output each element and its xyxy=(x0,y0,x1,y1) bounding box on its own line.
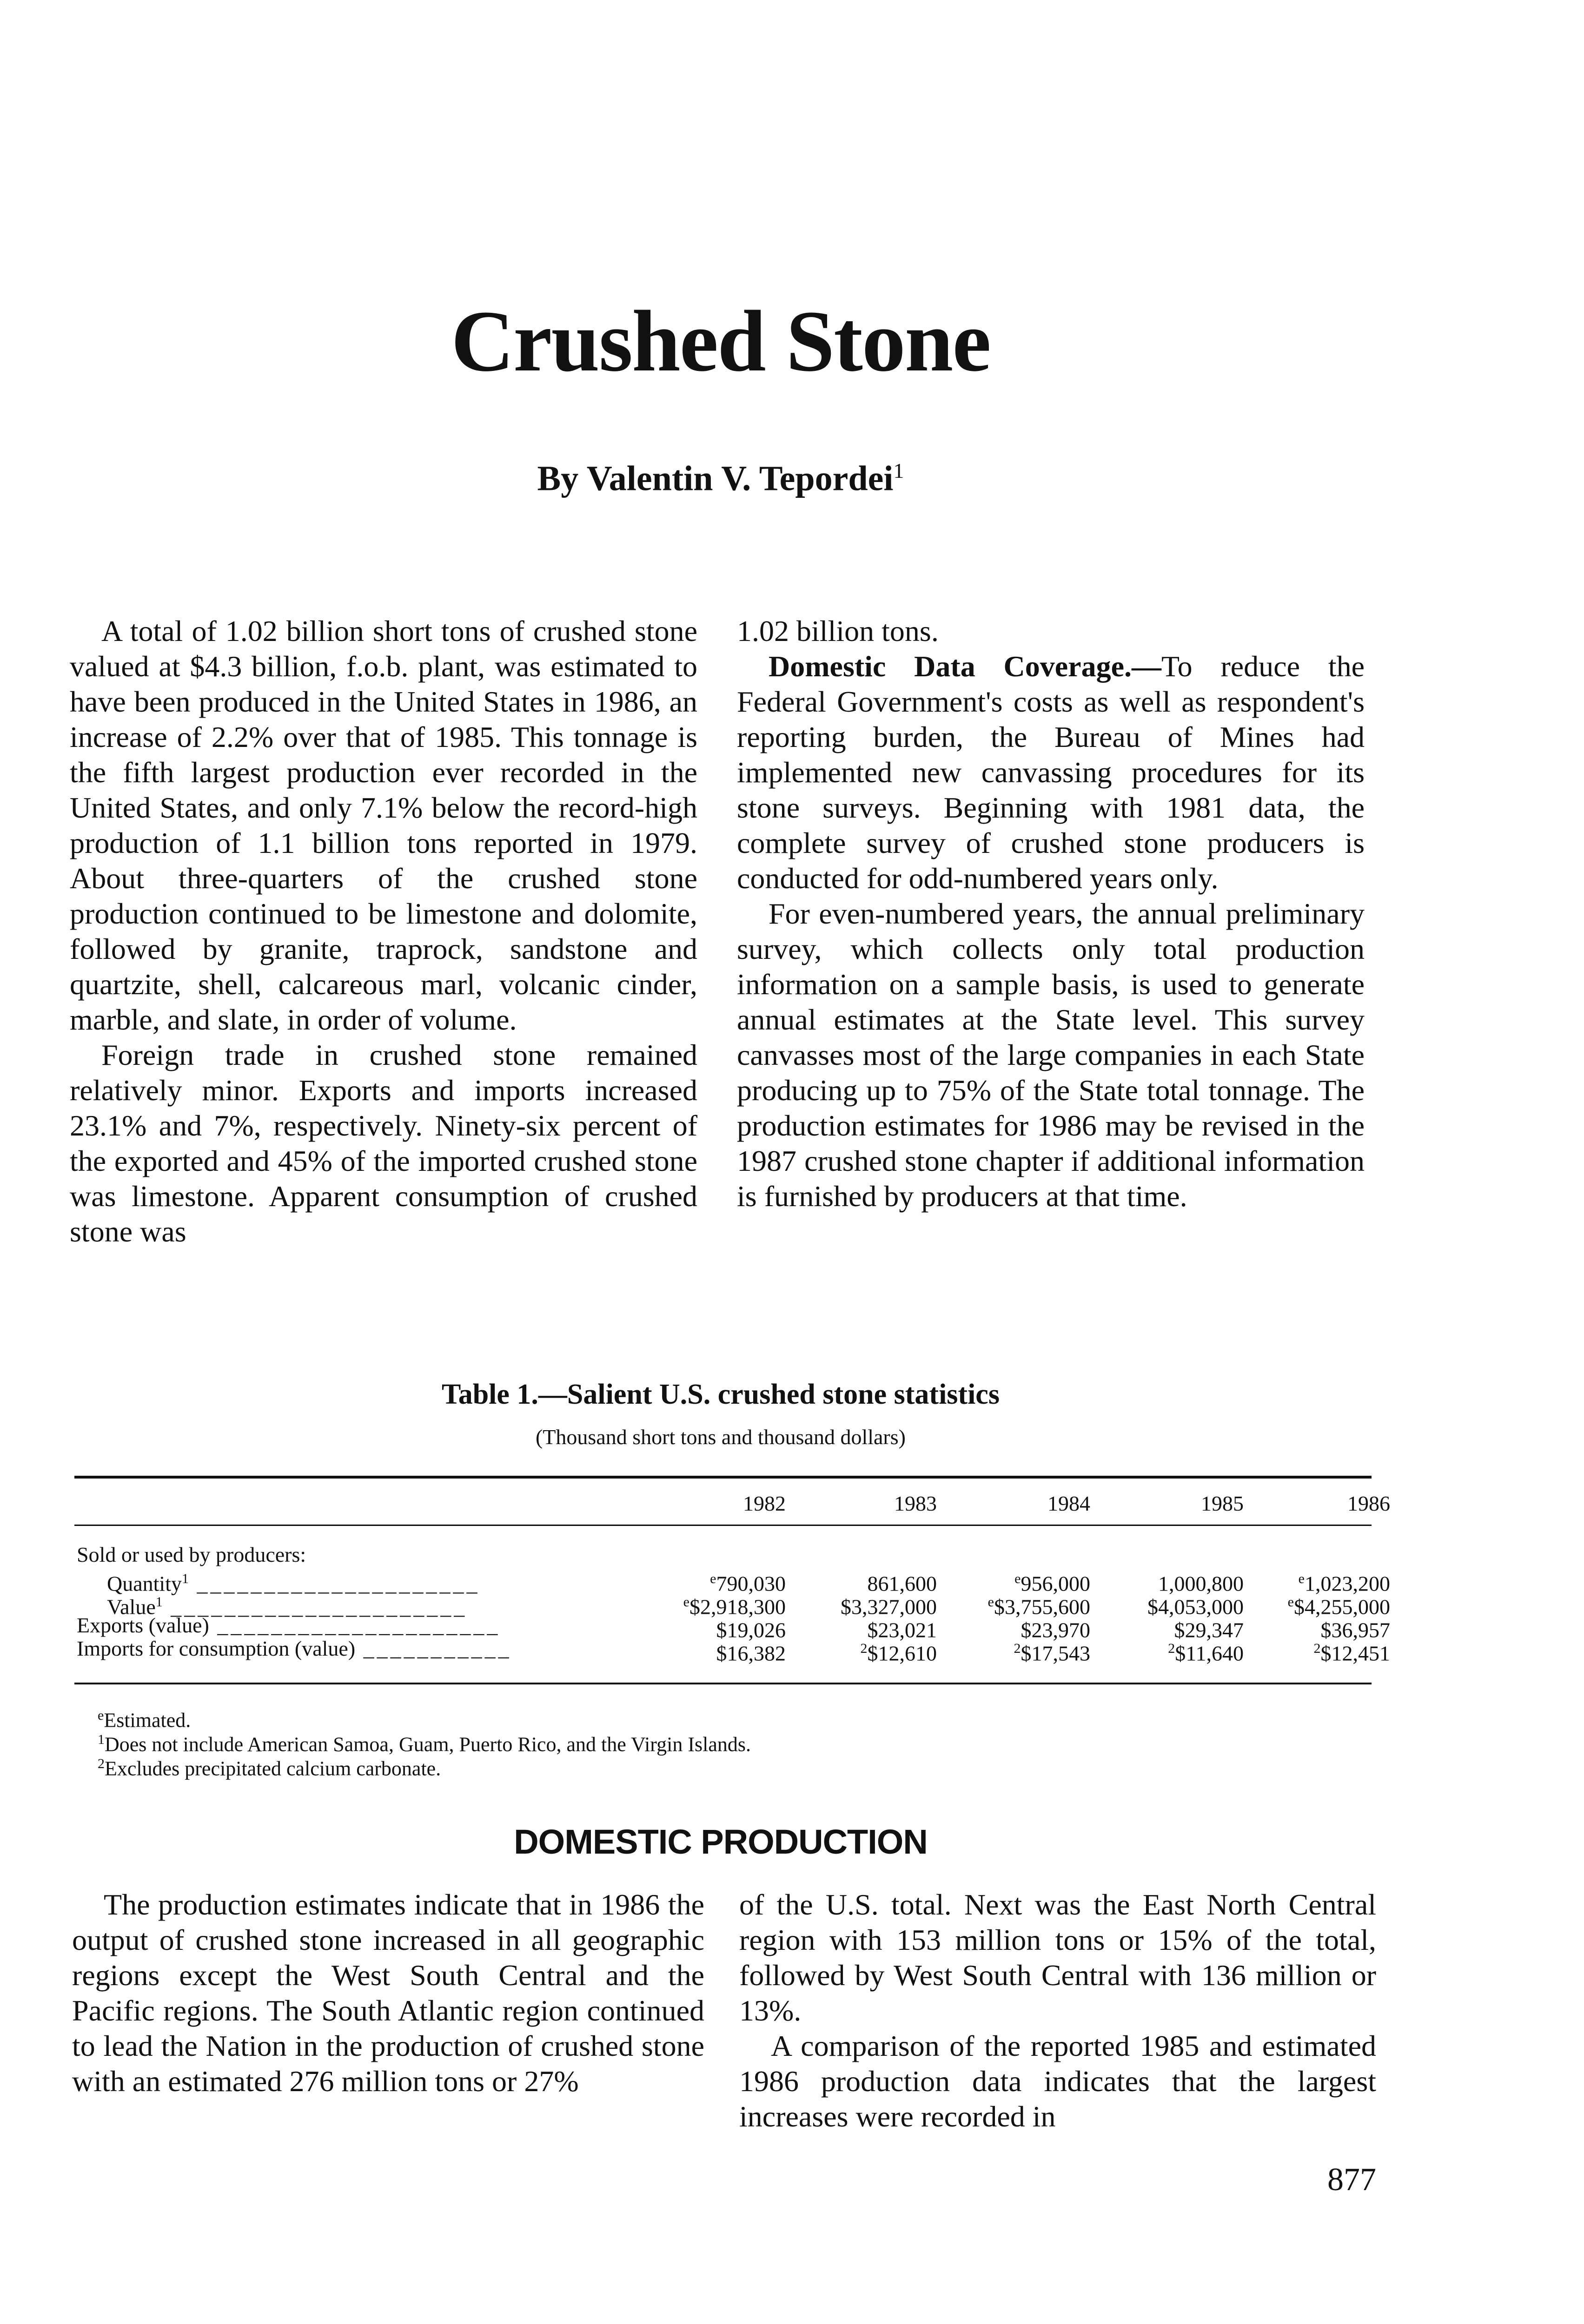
section-heading: DOMESTIC PRODUCTION xyxy=(514,1822,928,1861)
year-header-1985: 1985 xyxy=(1201,1492,1244,1515)
cell-quantity-1985: 1,000,800 xyxy=(1158,1571,1244,1596)
cell-imports-1986: $^2$\$12,451 xyxy=(1313,1641,1390,1665)
even-years-paragraph: For even-numbered years, the annual preliminary survey, which collects only total production information on a sample basis, is used to generate annual estimates at the State level. This survey canvasses most of the large companies in each State producing up to 75% of the State total tonnage. The production estimates for 1986 may be revised in the 1987 crushed stone chapter if additional information is furnished by producers at that time. xyxy=(737,897,1365,1213)
intro-column-right xyxy=(737,614,1365,1214)
page-title: Crushed Stone xyxy=(451,292,990,390)
table-top-rule xyxy=(74,1476,1372,1479)
author-name: By Valentin V. Tepordei xyxy=(537,459,894,498)
cell-exports-1983: $23,021 xyxy=(867,1618,937,1642)
table-footnote-estimated: $^e$Estimated. xyxy=(98,1708,191,1732)
cell-quantity-1986: $^e$1,023,200 xyxy=(1298,1571,1390,1596)
cell-exports-1985: $29,347 xyxy=(1174,1618,1244,1642)
cell-quantity-1983: 861,600 xyxy=(867,1571,937,1596)
production-column-left xyxy=(72,1887,704,2099)
author-footnote-mark: 1 xyxy=(893,459,904,482)
cell-quantity-1982: $^e$790,030 xyxy=(710,1571,786,1596)
cell-value-1984: $^e$\$3,755,600 xyxy=(988,1594,1090,1619)
row-label-quantity: Quantity$^1$ _____________________ xyxy=(107,1571,480,1596)
table-title: Table 1.—Salient U.S. crushed stone statistics xyxy=(442,1379,1000,1410)
cell-imports-1982: $16,382 xyxy=(716,1641,786,1665)
production-column-right xyxy=(739,1887,1376,2134)
intro-paragraph-1: A total of 1.02 billion short tons of crushed stone valued at $4.3 billion, f.o.b. plant, was estimated to have been produced in the United States in 1986, an increase of 2.2% over that of 1985. This tonnage is the fifth largest production ever recorded in the United States, and only 7.1% below the record-high production of 1.1 billion tons reported in 1979. About three-quarters of the crushed stone production continued to be limestone and dolomite, followed by granite, traprock, sandstone and quartzite, shell, calcareous marl, volcanic cinder, marble, and slate, in order of volume. xyxy=(70,614,697,1036)
production-paragraph-1: The production estimates indicate that in 1986 the output of crushed stone increased in all geographic regions except the West South Central and the Pacific regions. The South Atlantic region continued to lead the Nation in the production of crushed stone with an estimated 276 million tons or 27% xyxy=(72,1888,704,2098)
cell-value-1986: $^e$\$4,255,000 xyxy=(1287,1594,1390,1619)
cell-imports-1985: $^2$\$11,640 xyxy=(1168,1641,1244,1665)
cell-quantity-1984: $^e$956,000 xyxy=(1014,1571,1090,1596)
table-footnote-1: $^1$Does not include American Samoa, Guam, Puerto Rico, and the Virgin Islands. xyxy=(98,1732,751,1756)
row-label-exports: Exports (value) _____________________ xyxy=(77,1613,501,1637)
cell-exports-1982: $19,026 xyxy=(716,1618,786,1642)
author-byline xyxy=(0,460,1441,496)
intro-paragraph-2: Foreign trade in crushed stone remained relatively minor. Exports and imports increased 23.1% and 7%, respectively. Ninety-six percent of the exported and 45% of the imported crushed stone was limestone. Apparent consumption of crushed stone was xyxy=(70,1038,697,1248)
production-paragraph-2: A comparison of the reported 1985 and estimated 1986 production data indicates that the largest increases were recorded in xyxy=(739,2029,1376,2133)
cell-exports-1984: $23,970 xyxy=(1021,1618,1090,1642)
year-header-1982: 1982 xyxy=(743,1492,786,1515)
year-header-1986: 1986 xyxy=(1347,1492,1390,1515)
cell-value-1985: $4,053,000 xyxy=(1147,1595,1244,1619)
row-label-imports: Imports for consumption (value) ___________ xyxy=(77,1637,512,1660)
cell-value-1983: $3,327,000 xyxy=(841,1595,937,1619)
data-coverage-paragraph xyxy=(737,649,1365,896)
table-footnote-2: $^2$Excludes precipitated calcium carbonate. xyxy=(98,1756,441,1780)
cell-imports-1984: $^2$\$17,543 xyxy=(1014,1641,1090,1665)
data-coverage-runhead: Domestic Data Coverage.— xyxy=(769,650,1161,683)
year-header-1984: 1984 xyxy=(1047,1492,1090,1515)
intro-continuation: 1.02 billion tons. xyxy=(737,614,939,647)
production-paragraph-continued: of the U.S. total. Next was the East North Central region with 153 million tons or 15% of the total, followed by West South Central with 136 million or 13%. xyxy=(739,1888,1376,2027)
table-bottom-rule xyxy=(74,1683,1372,1684)
cell-exports-1986: $36,957 xyxy=(1320,1618,1390,1642)
year-header-1983: 1983 xyxy=(894,1492,937,1515)
row-label-value: Value$^1$ ______________________ xyxy=(107,1594,468,1619)
intro-column-left xyxy=(70,614,697,1249)
cell-imports-1983: $^2$\$12,610 xyxy=(860,1641,937,1665)
table-subtitle: (Thousand short tons and thousand dollars) xyxy=(536,1425,906,1449)
page-number: 877 xyxy=(1327,2162,1376,2198)
data-coverage-text: To reduce the Federal Government's costs as well as respondent's reporting burden, the Bureau of Mines had implemented new canvassing procedures for its stone surveys. Beginning with 1981 data, the complete survey of crushed stone producers is conducted for odd-numbered years only. xyxy=(737,650,1365,895)
cell-value-1982: $^e$\$2,918,300 xyxy=(683,1594,786,1619)
table-group-label: Sold or used by producers: xyxy=(77,1543,306,1566)
table-header-rule xyxy=(74,1525,1372,1526)
